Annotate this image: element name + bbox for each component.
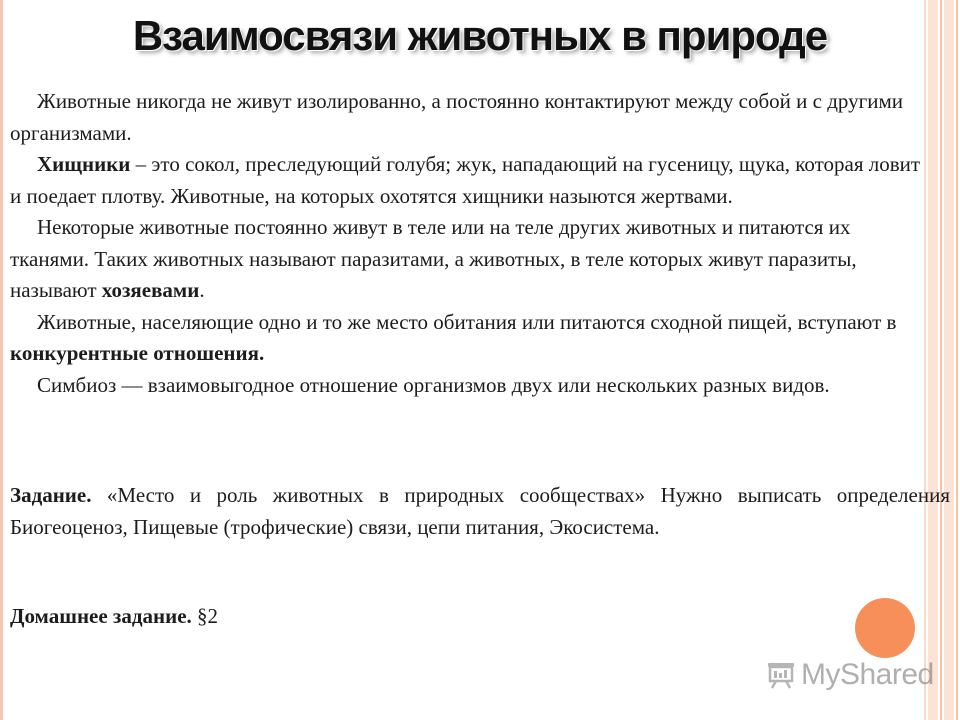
homework-block [10,601,218,633]
decorative-circle [855,598,915,658]
assignment-text: «Место и роль животных в природных сообществах» Нужно выписать определения Биогеоценоз, Пищевые (трофические) связи, цепи питания, Экосистема. [10,483,950,539]
myshared-watermark [766,655,934,695]
paragraph-competition: Животные, населяющие одно и то же место обитания или питаются сходной пищей, вступают в конкурентные отношения. [10,309,897,365]
paragraph-symbiosis: Симбиоз — взаимовыгодное отношение организмов двух или нескольких разных видов. [37,372,830,397]
paragraph-parasites: Некоторые животные постоянно живут в теле или на теле других животных и питаются их тканями. Таких животных называют паразитами, а животных, в теле которых живут паразиты, называют хозяевами. [10,215,857,302]
paragraph-predators: Хищники – это сокол, преследующий голубя; жук, нападающий на гусеницу, щука, которая ловит и поедает плотву. Животные, на которых охотятся хищники назыются жертвами. [10,152,921,208]
homework-text: §2 [191,604,219,628]
homework-label: Домашнее задание. [10,604,192,628]
term-predators: Хищники [37,152,131,176]
assignment-block [10,480,950,543]
decorative-stripes [920,0,960,720]
main-text-block [10,86,925,401]
left-border-line [0,0,3,720]
paragraph-intro: Животные никогда не живут изолированно, а постоянно контактируют между собой и с другими организмами. [10,89,904,145]
watermark-text: MyShared [801,658,934,691]
term-competition: конкурентные отношения. [10,341,265,365]
assignment-label: Задание. [10,483,92,507]
slide-title: Взаимосвязи животных в природе [132,12,828,59]
presentation-board-icon [766,660,796,690]
term-hosts: хозяевами [101,278,200,302]
